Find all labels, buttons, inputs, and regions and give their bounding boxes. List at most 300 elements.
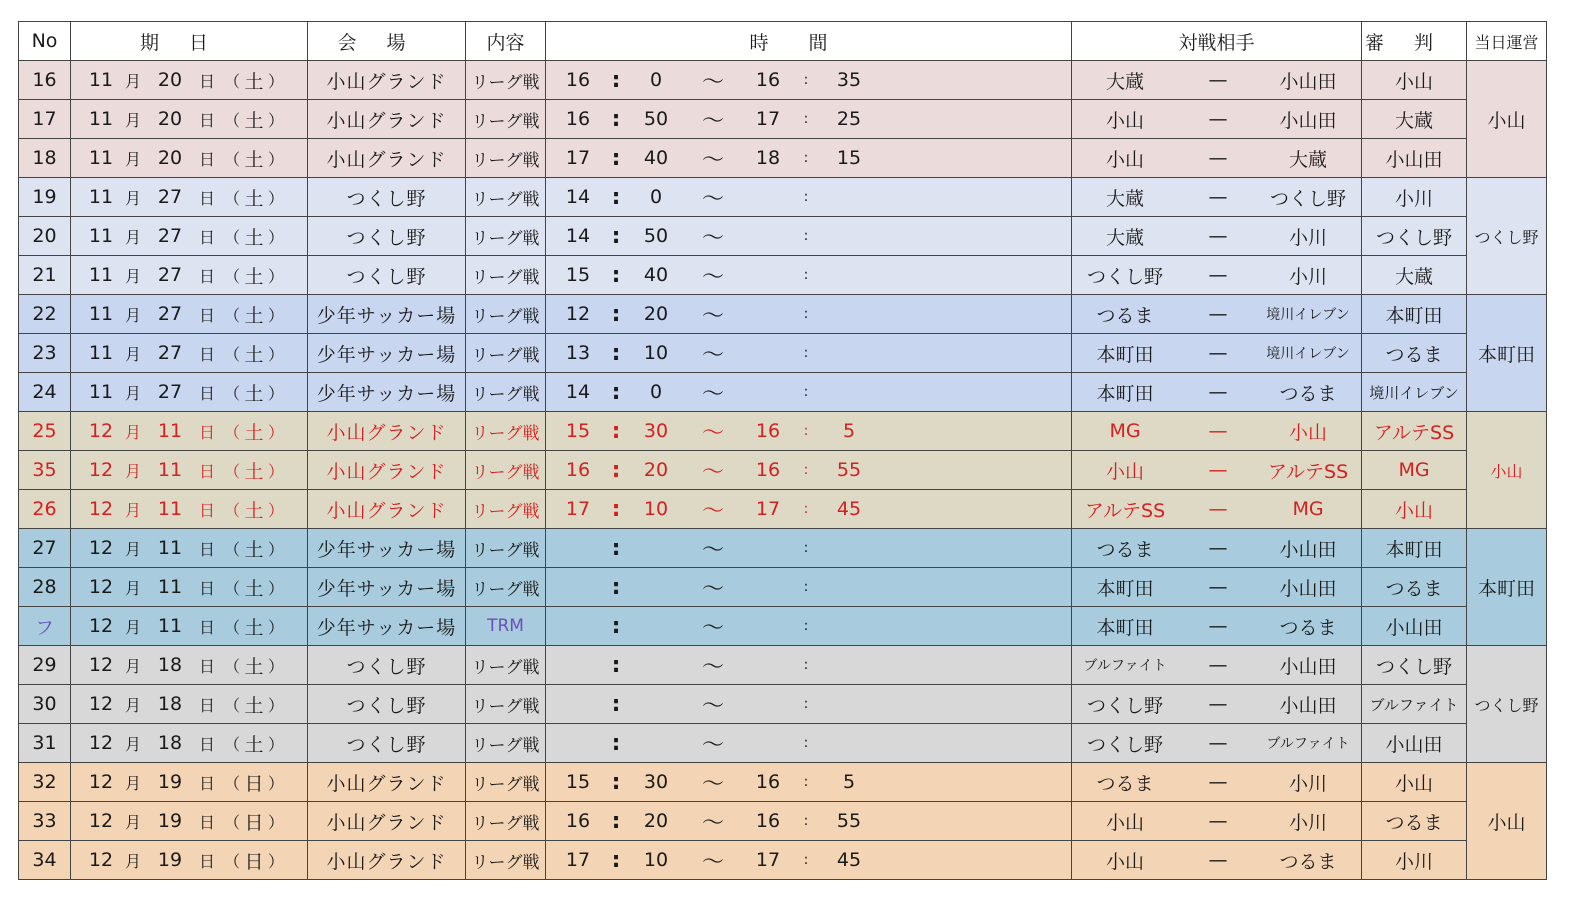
away-team: つるま bbox=[1279, 382, 1337, 405]
row-date bbox=[71, 607, 308, 646]
month-label: 月 bbox=[124, 812, 141, 832]
row-venue: 少年サッカー場 bbox=[308, 529, 466, 568]
row-type: リーグ戦 bbox=[466, 373, 546, 412]
day-label: 日 bbox=[198, 266, 215, 286]
row-referee: 本町田 bbox=[1362, 529, 1467, 568]
row-match bbox=[1072, 763, 1362, 802]
paren-open: （ bbox=[223, 227, 240, 247]
date-weekday: 日 bbox=[244, 772, 264, 795]
time-tilde: 〜 bbox=[701, 381, 724, 407]
row-number: 21 bbox=[19, 256, 71, 295]
end-hour: 17 bbox=[755, 849, 781, 871]
date-day: 20 bbox=[157, 108, 183, 130]
table-row bbox=[19, 724, 1547, 763]
home-team: 本町田 bbox=[1096, 382, 1154, 405]
end-colon: : bbox=[803, 657, 809, 673]
row-match bbox=[1072, 568, 1362, 607]
match-dash: — bbox=[1208, 537, 1228, 559]
row-type: リーグ戦 bbox=[466, 646, 546, 685]
month-label: 月 bbox=[124, 578, 141, 598]
row-venue: つくし野 bbox=[308, 217, 466, 256]
day-label: 日 bbox=[198, 422, 215, 442]
month-label: 月 bbox=[124, 188, 141, 208]
row-referee: MG bbox=[1362, 451, 1467, 490]
end-colon: : bbox=[803, 228, 809, 244]
row-date bbox=[71, 685, 308, 724]
paren-open: （ bbox=[223, 422, 240, 442]
table-row bbox=[19, 412, 1547, 451]
match-dash: — bbox=[1208, 693, 1228, 715]
paren-close: ） bbox=[267, 734, 284, 754]
row-type: リーグ戦 bbox=[466, 217, 546, 256]
away-team: アルテSS bbox=[1267, 460, 1349, 483]
date-weekday: 土 bbox=[244, 304, 264, 327]
date-month: 11 bbox=[88, 225, 114, 247]
row-referee: 小山田 bbox=[1362, 607, 1467, 646]
paren-open: （ bbox=[223, 656, 240, 676]
row-match bbox=[1072, 412, 1362, 451]
row-time bbox=[546, 685, 1072, 724]
row-type: リーグ戦 bbox=[466, 490, 546, 529]
row-time bbox=[546, 412, 1072, 451]
time-tilde: 〜 bbox=[701, 732, 724, 758]
start-minute: 50 bbox=[643, 108, 669, 130]
end-hour: 18 bbox=[755, 147, 781, 169]
away-team: つるま bbox=[1279, 616, 1337, 639]
month-label: 月 bbox=[124, 539, 141, 559]
row-venue: 少年サッカー場 bbox=[308, 607, 466, 646]
row-venue: 小山グランド bbox=[308, 802, 466, 841]
date-day: 27 bbox=[157, 186, 183, 208]
match-dash: — bbox=[1208, 849, 1228, 871]
row-number: 20 bbox=[19, 217, 71, 256]
row-time bbox=[546, 139, 1072, 178]
paren-open: （ bbox=[223, 851, 240, 871]
end-colon: : bbox=[803, 423, 809, 439]
row-type: リーグ戦 bbox=[466, 61, 546, 100]
home-team: 小山 bbox=[1105, 148, 1144, 171]
match-dash: — bbox=[1208, 420, 1228, 442]
date-month: 11 bbox=[88, 264, 114, 286]
away-team: MG bbox=[1292, 498, 1324, 520]
start-hour: 16 bbox=[565, 810, 591, 832]
row-match bbox=[1072, 100, 1362, 139]
time-tilde: 〜 bbox=[701, 186, 724, 212]
month-label: 月 bbox=[124, 305, 141, 325]
row-time bbox=[546, 724, 1072, 763]
row-match bbox=[1072, 256, 1362, 295]
start-colon: : bbox=[611, 184, 621, 210]
date-weekday: 土 bbox=[244, 187, 264, 210]
end-hour: 16 bbox=[755, 459, 781, 481]
row-match bbox=[1072, 178, 1362, 217]
row-referee: 大蔵 bbox=[1362, 100, 1467, 139]
home-team: 本町田 bbox=[1096, 343, 1154, 366]
home-team: つるま bbox=[1096, 304, 1154, 327]
start-hour: 17 bbox=[565, 147, 591, 169]
row-match bbox=[1072, 217, 1362, 256]
end-hour: 17 bbox=[755, 498, 781, 520]
table-row bbox=[19, 334, 1547, 373]
row-type: リーグ戦 bbox=[466, 100, 546, 139]
row-type: リーグ戦 bbox=[466, 724, 546, 763]
date-month: 11 bbox=[88, 381, 114, 403]
date-weekday: 土 bbox=[244, 655, 264, 678]
start-minute: 50 bbox=[643, 225, 669, 247]
end-colon: : bbox=[803, 813, 809, 829]
match-dash: — bbox=[1208, 576, 1228, 598]
time-tilde: 〜 bbox=[701, 342, 724, 368]
row-match bbox=[1072, 490, 1362, 529]
month-label: 月 bbox=[124, 695, 141, 715]
ops-group: 小山 bbox=[1467, 61, 1547, 178]
end-minute: 35 bbox=[836, 69, 862, 91]
time-tilde: 〜 bbox=[701, 537, 724, 563]
paren-close: ） bbox=[267, 812, 284, 832]
row-match bbox=[1072, 685, 1362, 724]
date-weekday: 土 bbox=[244, 460, 264, 483]
home-team: 本町田 bbox=[1096, 577, 1154, 600]
match-dash: — bbox=[1208, 381, 1228, 403]
row-venue: 小山グランド bbox=[308, 61, 466, 100]
table-row bbox=[19, 256, 1547, 295]
start-minute: 40 bbox=[643, 147, 669, 169]
row-referee: アルテSS bbox=[1362, 412, 1467, 451]
row-time bbox=[546, 373, 1072, 412]
date-month: 11 bbox=[88, 186, 114, 208]
paren-close: ） bbox=[267, 773, 284, 793]
row-date bbox=[71, 646, 308, 685]
row-match bbox=[1072, 802, 1362, 841]
row-match bbox=[1072, 451, 1362, 490]
start-colon: : bbox=[611, 379, 621, 405]
row-venue: 小山グランド bbox=[308, 139, 466, 178]
home-team: つくし野 bbox=[1086, 733, 1163, 756]
match-dash: — bbox=[1208, 225, 1228, 247]
row-venue: 小山グランド bbox=[308, 100, 466, 139]
match-dash: — bbox=[1208, 654, 1228, 676]
date-month: 12 bbox=[88, 576, 114, 598]
date-weekday: 土 bbox=[244, 733, 264, 756]
date-day: 11 bbox=[157, 576, 183, 598]
date-day: 11 bbox=[157, 615, 183, 637]
paren-open: （ bbox=[223, 344, 240, 364]
start-colon: : bbox=[611, 574, 621, 600]
row-time bbox=[546, 529, 1072, 568]
start-minute: 40 bbox=[643, 264, 669, 286]
paren-open: （ bbox=[223, 149, 240, 169]
row-date bbox=[71, 568, 308, 607]
end-minute: 55 bbox=[836, 459, 862, 481]
header-referee: 審判 bbox=[1362, 22, 1467, 61]
day-label: 日 bbox=[198, 656, 215, 676]
date-day: 20 bbox=[157, 69, 183, 91]
month-label: 月 bbox=[124, 461, 141, 481]
start-minute: 20 bbox=[643, 303, 669, 325]
paren-open: （ bbox=[223, 461, 240, 481]
end-colon: : bbox=[803, 735, 809, 751]
start-colon: : bbox=[611, 106, 621, 132]
date-day: 19 bbox=[157, 810, 183, 832]
start-minute: 0 bbox=[649, 186, 663, 208]
end-minute: 45 bbox=[836, 498, 862, 520]
start-colon: : bbox=[611, 457, 621, 483]
paren-open: （ bbox=[223, 500, 240, 520]
month-label: 月 bbox=[124, 656, 141, 676]
month-label: 月 bbox=[124, 773, 141, 793]
row-number: 17 bbox=[19, 100, 71, 139]
paren-close: ） bbox=[267, 227, 284, 247]
row-match bbox=[1072, 529, 1362, 568]
table-row bbox=[19, 685, 1547, 724]
table-row bbox=[19, 217, 1547, 256]
match-dash: — bbox=[1208, 264, 1228, 286]
row-type: リーグ戦 bbox=[466, 412, 546, 451]
away-team: つくし野 bbox=[1269, 187, 1346, 210]
end-colon: : bbox=[803, 462, 809, 478]
paren-close: ） bbox=[267, 851, 284, 871]
day-label: 日 bbox=[198, 383, 215, 403]
date-month: 12 bbox=[88, 459, 114, 481]
start-hour: 13 bbox=[565, 342, 591, 364]
paren-open: （ bbox=[223, 734, 240, 754]
end-hour: 16 bbox=[755, 771, 781, 793]
date-month: 12 bbox=[88, 732, 114, 754]
home-team: 小山 bbox=[1105, 811, 1144, 834]
month-label: 月 bbox=[124, 344, 141, 364]
home-team: つるま bbox=[1096, 772, 1154, 795]
end-colon: : bbox=[803, 774, 809, 790]
end-hour: 16 bbox=[755, 810, 781, 832]
day-label: 日 bbox=[198, 617, 215, 637]
row-number: 28 bbox=[19, 568, 71, 607]
row-referee: 小山 bbox=[1362, 490, 1467, 529]
header-row bbox=[19, 22, 1547, 61]
ops-group: 本町田 bbox=[1467, 295, 1547, 412]
start-minute: 10 bbox=[643, 498, 669, 520]
date-day: 18 bbox=[157, 654, 183, 676]
row-date bbox=[71, 334, 308, 373]
row-time bbox=[546, 763, 1072, 802]
home-team: MG bbox=[1109, 420, 1141, 442]
date-day: 27 bbox=[157, 381, 183, 403]
home-team: 小山 bbox=[1105, 109, 1144, 132]
end-colon: : bbox=[803, 696, 809, 712]
paren-close: ） bbox=[267, 500, 284, 520]
date-month: 11 bbox=[88, 108, 114, 130]
end-colon: : bbox=[803, 852, 809, 868]
start-colon: : bbox=[611, 691, 621, 717]
start-minute: 30 bbox=[643, 420, 669, 442]
row-type: リーグ戦 bbox=[466, 178, 546, 217]
row-number: 30 bbox=[19, 685, 71, 724]
paren-close: ） bbox=[267, 344, 284, 364]
end-colon: : bbox=[803, 501, 809, 517]
away-team: 小山田 bbox=[1279, 577, 1337, 600]
date-weekday: 土 bbox=[244, 538, 264, 561]
row-referee: 小山田 bbox=[1362, 139, 1467, 178]
away-team: 小川 bbox=[1288, 811, 1327, 834]
date-day: 18 bbox=[157, 693, 183, 715]
start-colon: : bbox=[611, 496, 621, 522]
row-number: 16 bbox=[19, 61, 71, 100]
paren-close: ） bbox=[267, 188, 284, 208]
end-colon: : bbox=[803, 267, 809, 283]
end-minute: 5 bbox=[842, 420, 856, 442]
row-date bbox=[71, 490, 308, 529]
row-type: リーグ戦 bbox=[466, 295, 546, 334]
away-team: 小山田 bbox=[1279, 70, 1337, 93]
date-month: 12 bbox=[88, 498, 114, 520]
start-minute: 0 bbox=[649, 381, 663, 403]
date-weekday: 土 bbox=[244, 226, 264, 249]
start-colon: : bbox=[611, 223, 621, 249]
match-dash: — bbox=[1208, 498, 1228, 520]
date-month: 12 bbox=[88, 420, 114, 442]
end-hour: 17 bbox=[755, 108, 781, 130]
header-time: 時間 bbox=[546, 22, 1072, 61]
date-day: 19 bbox=[157, 771, 183, 793]
header-no: No bbox=[19, 22, 71, 61]
home-team: 小山 bbox=[1105, 460, 1144, 483]
row-referee: 小山 bbox=[1362, 61, 1467, 100]
date-weekday: 土 bbox=[244, 265, 264, 288]
time-tilde: 〜 bbox=[701, 576, 724, 602]
row-time bbox=[546, 256, 1072, 295]
row-type: TRM bbox=[466, 607, 546, 646]
away-team: 小山田 bbox=[1279, 538, 1337, 561]
away-team: 小川 bbox=[1288, 265, 1327, 288]
row-date bbox=[71, 451, 308, 490]
row-date bbox=[71, 256, 308, 295]
date-weekday: 土 bbox=[244, 148, 264, 171]
time-tilde: 〜 bbox=[701, 459, 724, 485]
paren-open: （ bbox=[223, 110, 240, 130]
home-team: つるま bbox=[1096, 538, 1154, 561]
time-tilde: 〜 bbox=[701, 810, 724, 836]
match-schedule-table bbox=[18, 21, 1547, 880]
table-row bbox=[19, 646, 1547, 685]
date-weekday: 土 bbox=[244, 421, 264, 444]
row-venue: 小山グランド bbox=[308, 490, 466, 529]
row-match bbox=[1072, 139, 1362, 178]
date-day: 19 bbox=[157, 849, 183, 871]
date-month: 12 bbox=[88, 537, 114, 559]
day-label: 日 bbox=[198, 305, 215, 325]
start-hour: 14 bbox=[565, 381, 591, 403]
row-referee: 小山田 bbox=[1362, 724, 1467, 763]
row-match bbox=[1072, 295, 1362, 334]
ops-group: 小山 bbox=[1467, 763, 1547, 880]
table-row bbox=[19, 529, 1547, 568]
date-weekday: 土 bbox=[244, 499, 264, 522]
month-label: 月 bbox=[124, 500, 141, 520]
header-opponent: 対戦相手 bbox=[1072, 22, 1362, 61]
row-time bbox=[546, 295, 1072, 334]
date-weekday: 土 bbox=[244, 109, 264, 132]
row-time bbox=[546, 802, 1072, 841]
row-time bbox=[546, 217, 1072, 256]
row-venue: 小山グランド bbox=[308, 763, 466, 802]
start-colon: : bbox=[611, 67, 621, 93]
row-time bbox=[546, 568, 1072, 607]
time-tilde: 〜 bbox=[701, 615, 724, 641]
table-row bbox=[19, 61, 1547, 100]
row-number: 18 bbox=[19, 139, 71, 178]
row-time bbox=[546, 490, 1072, 529]
end-colon: : bbox=[803, 150, 809, 166]
row-date bbox=[71, 178, 308, 217]
paren-close: ） bbox=[267, 617, 284, 637]
row-number: 24 bbox=[19, 373, 71, 412]
paren-open: （ bbox=[223, 695, 240, 715]
row-match bbox=[1072, 841, 1362, 880]
ops-group: 本町田 bbox=[1467, 529, 1547, 646]
ops-group: 小山 bbox=[1467, 412, 1547, 529]
row-referee: 大蔵 bbox=[1362, 256, 1467, 295]
day-label: 日 bbox=[198, 344, 215, 364]
table-row bbox=[19, 139, 1547, 178]
row-venue: 小山グランド bbox=[308, 841, 466, 880]
day-label: 日 bbox=[198, 773, 215, 793]
start-hour: 16 bbox=[565, 459, 591, 481]
row-match bbox=[1072, 373, 1362, 412]
time-tilde: 〜 bbox=[701, 849, 724, 875]
day-label: 日 bbox=[198, 110, 215, 130]
time-tilde: 〜 bbox=[701, 693, 724, 719]
away-team: 小山田 bbox=[1279, 655, 1337, 678]
paren-open: （ bbox=[223, 383, 240, 403]
start-hour: 17 bbox=[565, 498, 591, 520]
paren-open: （ bbox=[223, 188, 240, 208]
header-date: 期日 bbox=[71, 22, 308, 61]
table-row bbox=[19, 490, 1547, 529]
paren-close: ） bbox=[267, 110, 284, 130]
start-colon: : bbox=[611, 613, 621, 639]
row-number: 35 bbox=[19, 451, 71, 490]
home-team: つくし野 bbox=[1086, 265, 1163, 288]
home-team: ブルファイト bbox=[1083, 658, 1167, 674]
row-time bbox=[546, 100, 1072, 139]
start-colon: : bbox=[611, 301, 621, 327]
row-match bbox=[1072, 646, 1362, 685]
paren-close: ） bbox=[267, 656, 284, 676]
day-label: 日 bbox=[198, 734, 215, 754]
day-label: 日 bbox=[198, 71, 215, 91]
home-team: アルテSS bbox=[1084, 499, 1166, 522]
row-match bbox=[1072, 334, 1362, 373]
end-colon: : bbox=[803, 345, 809, 361]
row-date bbox=[71, 841, 308, 880]
day-label: 日 bbox=[198, 851, 215, 871]
paren-close: ） bbox=[267, 578, 284, 598]
match-dash: — bbox=[1208, 303, 1228, 325]
paren-open: （ bbox=[223, 266, 240, 286]
month-label: 月 bbox=[124, 383, 141, 403]
month-label: 月 bbox=[124, 851, 141, 871]
table-row bbox=[19, 841, 1547, 880]
end-minute: 5 bbox=[842, 771, 856, 793]
match-dash: — bbox=[1208, 108, 1228, 130]
month-label: 月 bbox=[124, 149, 141, 169]
row-venue: 少年サッカー場 bbox=[308, 334, 466, 373]
row-type: リーグ戦 bbox=[466, 139, 546, 178]
row-type: リーグ戦 bbox=[466, 802, 546, 841]
start-hour: 14 bbox=[565, 225, 591, 247]
home-team: つくし野 bbox=[1086, 694, 1163, 717]
row-number: 27 bbox=[19, 529, 71, 568]
paren-close: ） bbox=[267, 461, 284, 481]
